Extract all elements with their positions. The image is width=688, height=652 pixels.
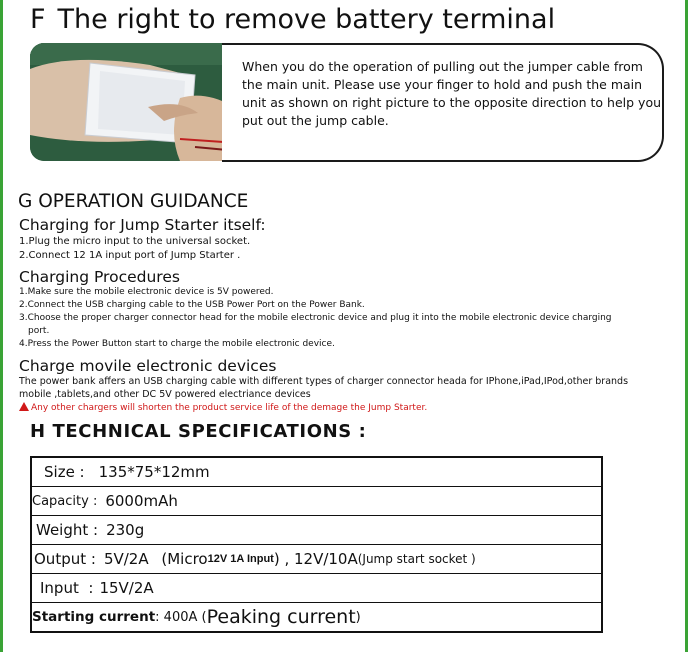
callout-text: When you do the operation of pulling out the jumper cable from the main unit. Please use your finger to hold and push the main unit as shown on right picture to the opposite direction to help you put out the jump cable.: [242, 59, 662, 128]
output-value-b: (Micro: [156, 550, 208, 568]
output-label: Output :: [34, 550, 96, 568]
spec-row-capacity: [32, 487, 601, 516]
procedure-line: 3.Choose the proper charger connector head for the mobile electronic device and plug it into the mobile electronic device charging: [19, 313, 612, 323]
procedure-line: 2.Connect the USB charging cable to the USB Power Port on the Power Bank.: [19, 300, 365, 310]
capacity-label: Capacity :: [32, 493, 98, 509]
procedure-line: port.: [28, 326, 50, 336]
section-f-title: [30, 4, 555, 35]
spec-row-size: [32, 458, 601, 487]
starting-peak: Peaking current: [206, 606, 356, 628]
procedure-line: 4.Press the Power Button start to charge the mobile electronic device.: [19, 339, 335, 349]
warning-text: Any other chargers will shorten the product service life of the demage the Jump Starter.: [31, 403, 428, 413]
output-value-d: ) , 12V/10A: [273, 550, 358, 568]
spec-table: [30, 456, 603, 633]
spec-row-weight: [32, 516, 601, 545]
size-label: Size :: [44, 463, 85, 481]
warning-icon: [19, 402, 29, 411]
charging-self-line: 2.Connect 12 1A input port of Jump Starter .: [19, 250, 241, 261]
capacity-value: 6000mAh: [105, 492, 178, 510]
charge-devices-line: mobile ,tablets,and other DC 5V powered electriance devices: [19, 389, 311, 400]
weight-label: Weight :: [36, 521, 99, 539]
charging-self-heading: Charging for Jump Starter itself:: [19, 216, 266, 234]
output-value-c: 12V 1A Input: [207, 553, 274, 565]
warning-line: [19, 402, 427, 413]
hands-illustration: [30, 43, 238, 161]
charge-devices-heading: Charge movile electronic devices: [19, 357, 277, 375]
left-border: [0, 0, 3, 652]
output-value-e: (Jump start socket ): [357, 552, 476, 566]
charge-devices-line: The power bank affers an USB charging cable with different types of charger connector heada for IPhone,iPad,IPod,other brands: [19, 376, 629, 387]
section-f-heading: The right to remove battery terminal: [57, 4, 556, 35]
output-value-a: 5V/2A: [103, 550, 149, 568]
spec-row-input: [32, 574, 601, 603]
spec-row-output: [32, 545, 601, 574]
charging-self-line: 1.Plug the micro input to the universal socket.: [19, 236, 251, 247]
input-label: Input :: [40, 579, 94, 597]
weight-value: 230g: [106, 521, 145, 539]
jump-cable-removal-photo: [30, 43, 238, 161]
starting-close: ): [355, 609, 361, 625]
spec-row-starting: [32, 603, 601, 631]
input-value: 15V/2A: [99, 579, 154, 597]
section-h-title: H TECHNICAL SPECIFICATIONS :: [30, 421, 367, 442]
section-g-title: G OPERATION GUIDANCE: [18, 191, 249, 212]
charging-procedures-heading: Charging Procedures: [19, 268, 180, 286]
starting-label: Starting current: [32, 609, 156, 625]
procedure-line: 1.Make sure the mobile electronic device is 5V powered.: [19, 287, 274, 297]
starting-value: : 400A (: [155, 609, 207, 625]
size-value: 135*75*12mm: [98, 463, 210, 481]
section-f-letter: F: [30, 4, 46, 35]
